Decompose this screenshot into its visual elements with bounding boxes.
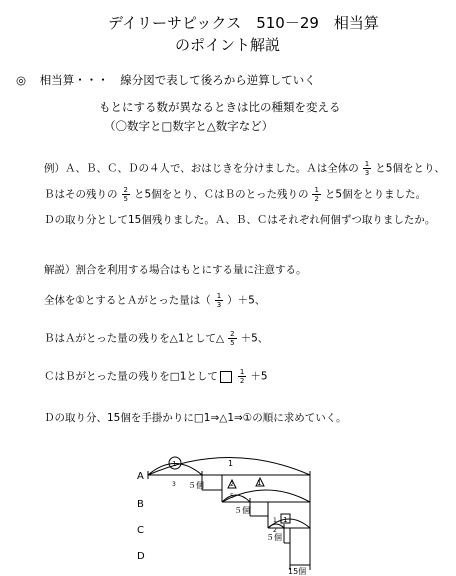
intro-heading-text: 相当算・・・ 線分図で表して後ろから逆算していく	[39, 73, 316, 87]
triangle-one-label: 1	[257, 479, 262, 487]
solution-text: ）＋5、	[227, 294, 266, 307]
circle-one-label: 1	[228, 459, 234, 468]
solution-text: ＋5	[250, 370, 268, 383]
solution-heading: 解説）割合を利用する場合はもとにする量に注意する。	[44, 264, 307, 276]
solution-text: ＣはＢがとった量の残りを□1として	[44, 370, 218, 383]
fraction-denominator: 3	[364, 169, 370, 177]
diagram-label-b: B	[137, 499, 144, 510]
problem-text: と5個をとりました。	[324, 188, 427, 201]
circle-mark-label: 1	[172, 460, 177, 468]
intro-note-2: （〇数字と□数字と△数字など）	[104, 119, 274, 133]
arc-b-triangle	[222, 490, 310, 502]
frac-a-den: 3	[172, 481, 176, 488]
frac-b-den: 5	[230, 493, 234, 500]
fraction-numerator: 1	[239, 368, 245, 376]
document-title: デイリーサピックス 510－29 相当算	[108, 14, 379, 32]
document-subtitle: のポイント解説	[175, 36, 281, 54]
fraction-denominator: 5	[230, 339, 235, 347]
five-label-c: ５個	[266, 533, 282, 542]
problem-text: と5個をとり、ＣはＢのとった残りの	[133, 188, 309, 201]
problem-text: 例）Ａ、Ｂ、Ｃ、Ｄの４人で、おはじきを分けました。Ａは全体の	[44, 162, 359, 175]
diagram-label-a: A	[137, 471, 144, 482]
fraction-numerator: 1	[364, 160, 370, 168]
frac-b-num: 2	[230, 481, 234, 488]
solution-text: ＢはＡがとった量の残りを△1として△	[44, 332, 225, 345]
intro-note-1: もとにする数が異なるときは比の種類を変える	[99, 100, 341, 114]
fraction-numerator: 2	[230, 330, 235, 338]
problem-text: Ｂはその残りの	[44, 188, 118, 201]
fraction-numerator: 2	[123, 186, 128, 194]
solution-text: 全体を①とするとＡがとった量は（	[44, 294, 211, 307]
diagram-label-d: D	[137, 551, 145, 562]
frac-c-num: 1	[273, 517, 277, 524]
five-label-a: ５個	[188, 481, 204, 490]
problem-text: と5個をとり、	[375, 162, 445, 175]
solution-step-4: Ｄの取り分、15個を手掛かりに□1⇒△1⇒①の順に求めていく。	[44, 412, 347, 424]
problem-line-3: Ｄの取り分として15個残りました。Ａ、Ｂ、Ｃはそれぞれ何個ずつ取りましたか。	[44, 214, 436, 226]
square-one-label: 1	[283, 516, 288, 524]
fifteen-label: 15個	[288, 567, 307, 576]
diagram-label-c: C	[137, 525, 144, 536]
frac-c-den: 2	[273, 527, 277, 534]
solution-text: ＋5、	[240, 332, 269, 345]
fraction-numerator: 1	[314, 186, 319, 194]
fraction-denominator: 5	[123, 195, 128, 203]
fraction-denominator: 2	[314, 195, 319, 203]
fraction-denominator: 3	[216, 301, 222, 309]
bullet-mark: ◎	[16, 73, 27, 87]
five-label-b: ５個	[234, 506, 250, 515]
fraction-denominator: 2	[239, 377, 245, 385]
fraction-numerator: 1	[216, 292, 222, 300]
